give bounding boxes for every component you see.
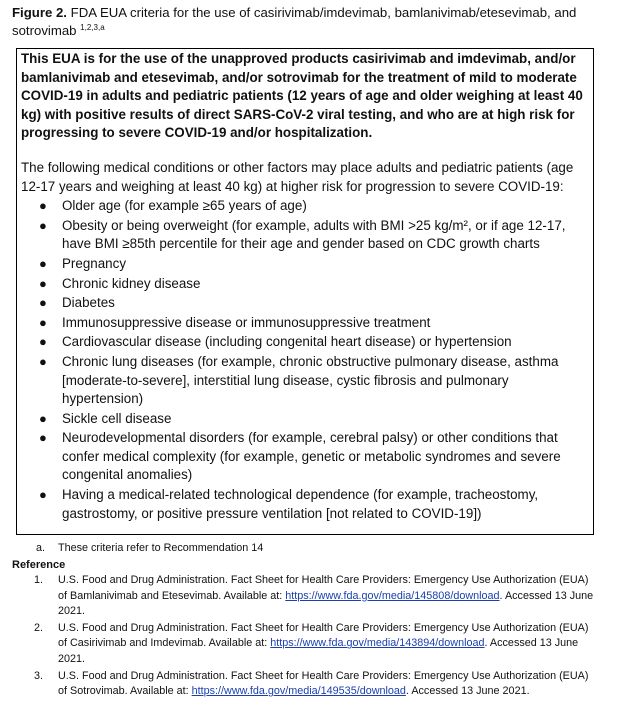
reference-list — [34, 573, 594, 701]
figure-citation-superscript: 1,2,3,a — [80, 23, 105, 32]
reference-number: 3. — [34, 669, 44, 682]
bullet-icon: ● — [39, 217, 47, 233]
bullet-icon: ● — [39, 430, 47, 446]
bullet-icon: ● — [39, 353, 47, 369]
reference-number: 1. — [34, 574, 44, 586]
reference-heading: Reference — [12, 559, 66, 571]
reference-text: U.S. Food and Drug Administration. Fact Sheet for Health Care Providers: Emergency Use Authorization (EUA) of Sotrovimab. Available at: — [58, 669, 589, 698]
risk-factor-text: Older age (for example ≥65 years of age) — [62, 198, 307, 214]
risk-factor-text: Obesity or being overweight (for example, adults with BMI >25 kg/m², or if age 12-17, have BMI ≥85th percentile for their age and gender based on CDC growth charts — [62, 217, 566, 252]
reference-number: 2. — [34, 621, 44, 634]
footnote — [36, 541, 263, 555]
risk-factor-item — [21, 255, 585, 274]
eua-statement: This EUA is for the use of the unapproved products casirivimab and imdevimab, and/or bamlanivimab and etesevimab, and/or sotrovimab for the treatment of mild to moderate COVID-19 in adults and pediatric patients (12 years of age and older weighing at least 40 kg) with positive results of direct SARS-CoV-2 viral testing, and who are at high risk for progressing to severe COVID-19 and/or hospitalization. — [21, 51, 583, 141]
reference-link[interactable]: https://www.fda.gov/media/145808/download — [285, 589, 500, 602]
reference-link[interactable]: https://www.fda.gov/media/149535/download — [191, 685, 406, 698]
reference-item — [34, 621, 594, 668]
bullet-icon: ● — [39, 487, 47, 503]
risk-factor-item — [21, 314, 585, 333]
risk-factor-text: Sickle cell disease — [62, 410, 172, 426]
reference-text: U.S. Food and Drug Administration. Fact Sheet for Health Care Providers: Emergency Use Authorization (EUA) of Casirivimab and Imdevimab. Available at: — [58, 621, 589, 650]
risk-factor-item — [21, 429, 585, 485]
reference-item — [34, 669, 594, 700]
reference-accessed: . Accessed 13 June 2021. — [58, 589, 594, 618]
risk-factor-text: Cardiovascular disease (including congenital heart disease) or hypertension — [62, 334, 512, 350]
risk-factor-text: Immunosuppressive disease or immunosuppressive treatment — [62, 314, 431, 330]
bullet-icon: ● — [39, 410, 47, 426]
reference-accessed: . Accessed 13 June 2021. — [58, 637, 579, 665]
bullet-icon: ● — [39, 255, 47, 271]
risk-factor-item — [21, 294, 585, 313]
risk-factor-item — [21, 486, 585, 523]
risk-factor-item — [21, 275, 585, 294]
risk-factor-item — [21, 410, 585, 429]
footnote-text: These criteria refer to Recommendation 14 — [58, 542, 264, 554]
risk-factor-text: Chronic lung diseases (for example, chronic obstructive pulmonary disease, asthma [moderate-to-severe], interstitial lung disease, cystic fibrosis and pulmonary hypertension) — [62, 353, 559, 407]
risk-factor-item — [21, 217, 585, 254]
footnote-marker: a. — [36, 542, 46, 554]
risk-factor-text: Chronic kidney disease — [62, 275, 201, 291]
bullet-icon: ● — [39, 334, 47, 350]
figure-label: Figure 2. — [12, 5, 67, 20]
risk-factor-text: Having a medical-related technological dependence (for example, tracheostomy, gastrostomy, or positive pressure ventilation [not related to COVID-19]) — [62, 487, 539, 521]
risk-factor-text: Pregnancy — [62, 255, 127, 271]
figure-caption — [12, 4, 608, 40]
bullet-icon: ● — [39, 198, 47, 214]
risk-factor-item — [21, 353, 585, 409]
reference-item — [34, 573, 594, 620]
risk-intro: The following medical conditions or other factors may place adults and pediatric patients (age 12-17 years and weighing at least 40 kg) at higher risk for progression to severe COVID-19: — [21, 159, 574, 194]
figure-title: FDA EUA criteria for the use of casirivimab/imdevimab, bamlanivimab/etesevimab, and sotrovimab — [12, 5, 577, 38]
reference-accessed: . Accessed 13 June 2021. — [405, 685, 530, 698]
bullet-icon: ● — [39, 275, 47, 291]
bullet-icon: ● — [39, 295, 47, 311]
criteria-box — [16, 48, 594, 535]
risk-factor-text: Neurodevelopmental disorders (for example, cerebral palsy) or other conditions that confer medical complexity (for example, genetic or metabolic syndromes and severe congenital anomalies) — [62, 430, 561, 483]
risk-factor-item — [21, 333, 585, 352]
reference-text: U.S. Food and Drug Administration. Fact Sheet for Health Care Providers: Emergency Use Authorization (EUA) of Bamlanivimab and Etesevimab. Available at: — [58, 574, 589, 602]
bullet-icon: ● — [39, 314, 47, 330]
risk-factor-text: Diabetes — [62, 295, 115, 311]
risk-factor-item — [21, 197, 585, 216]
risk-factor-list — [21, 197, 585, 523]
reference-link[interactable]: https://www.fda.gov/media/143894/download — [270, 637, 485, 650]
